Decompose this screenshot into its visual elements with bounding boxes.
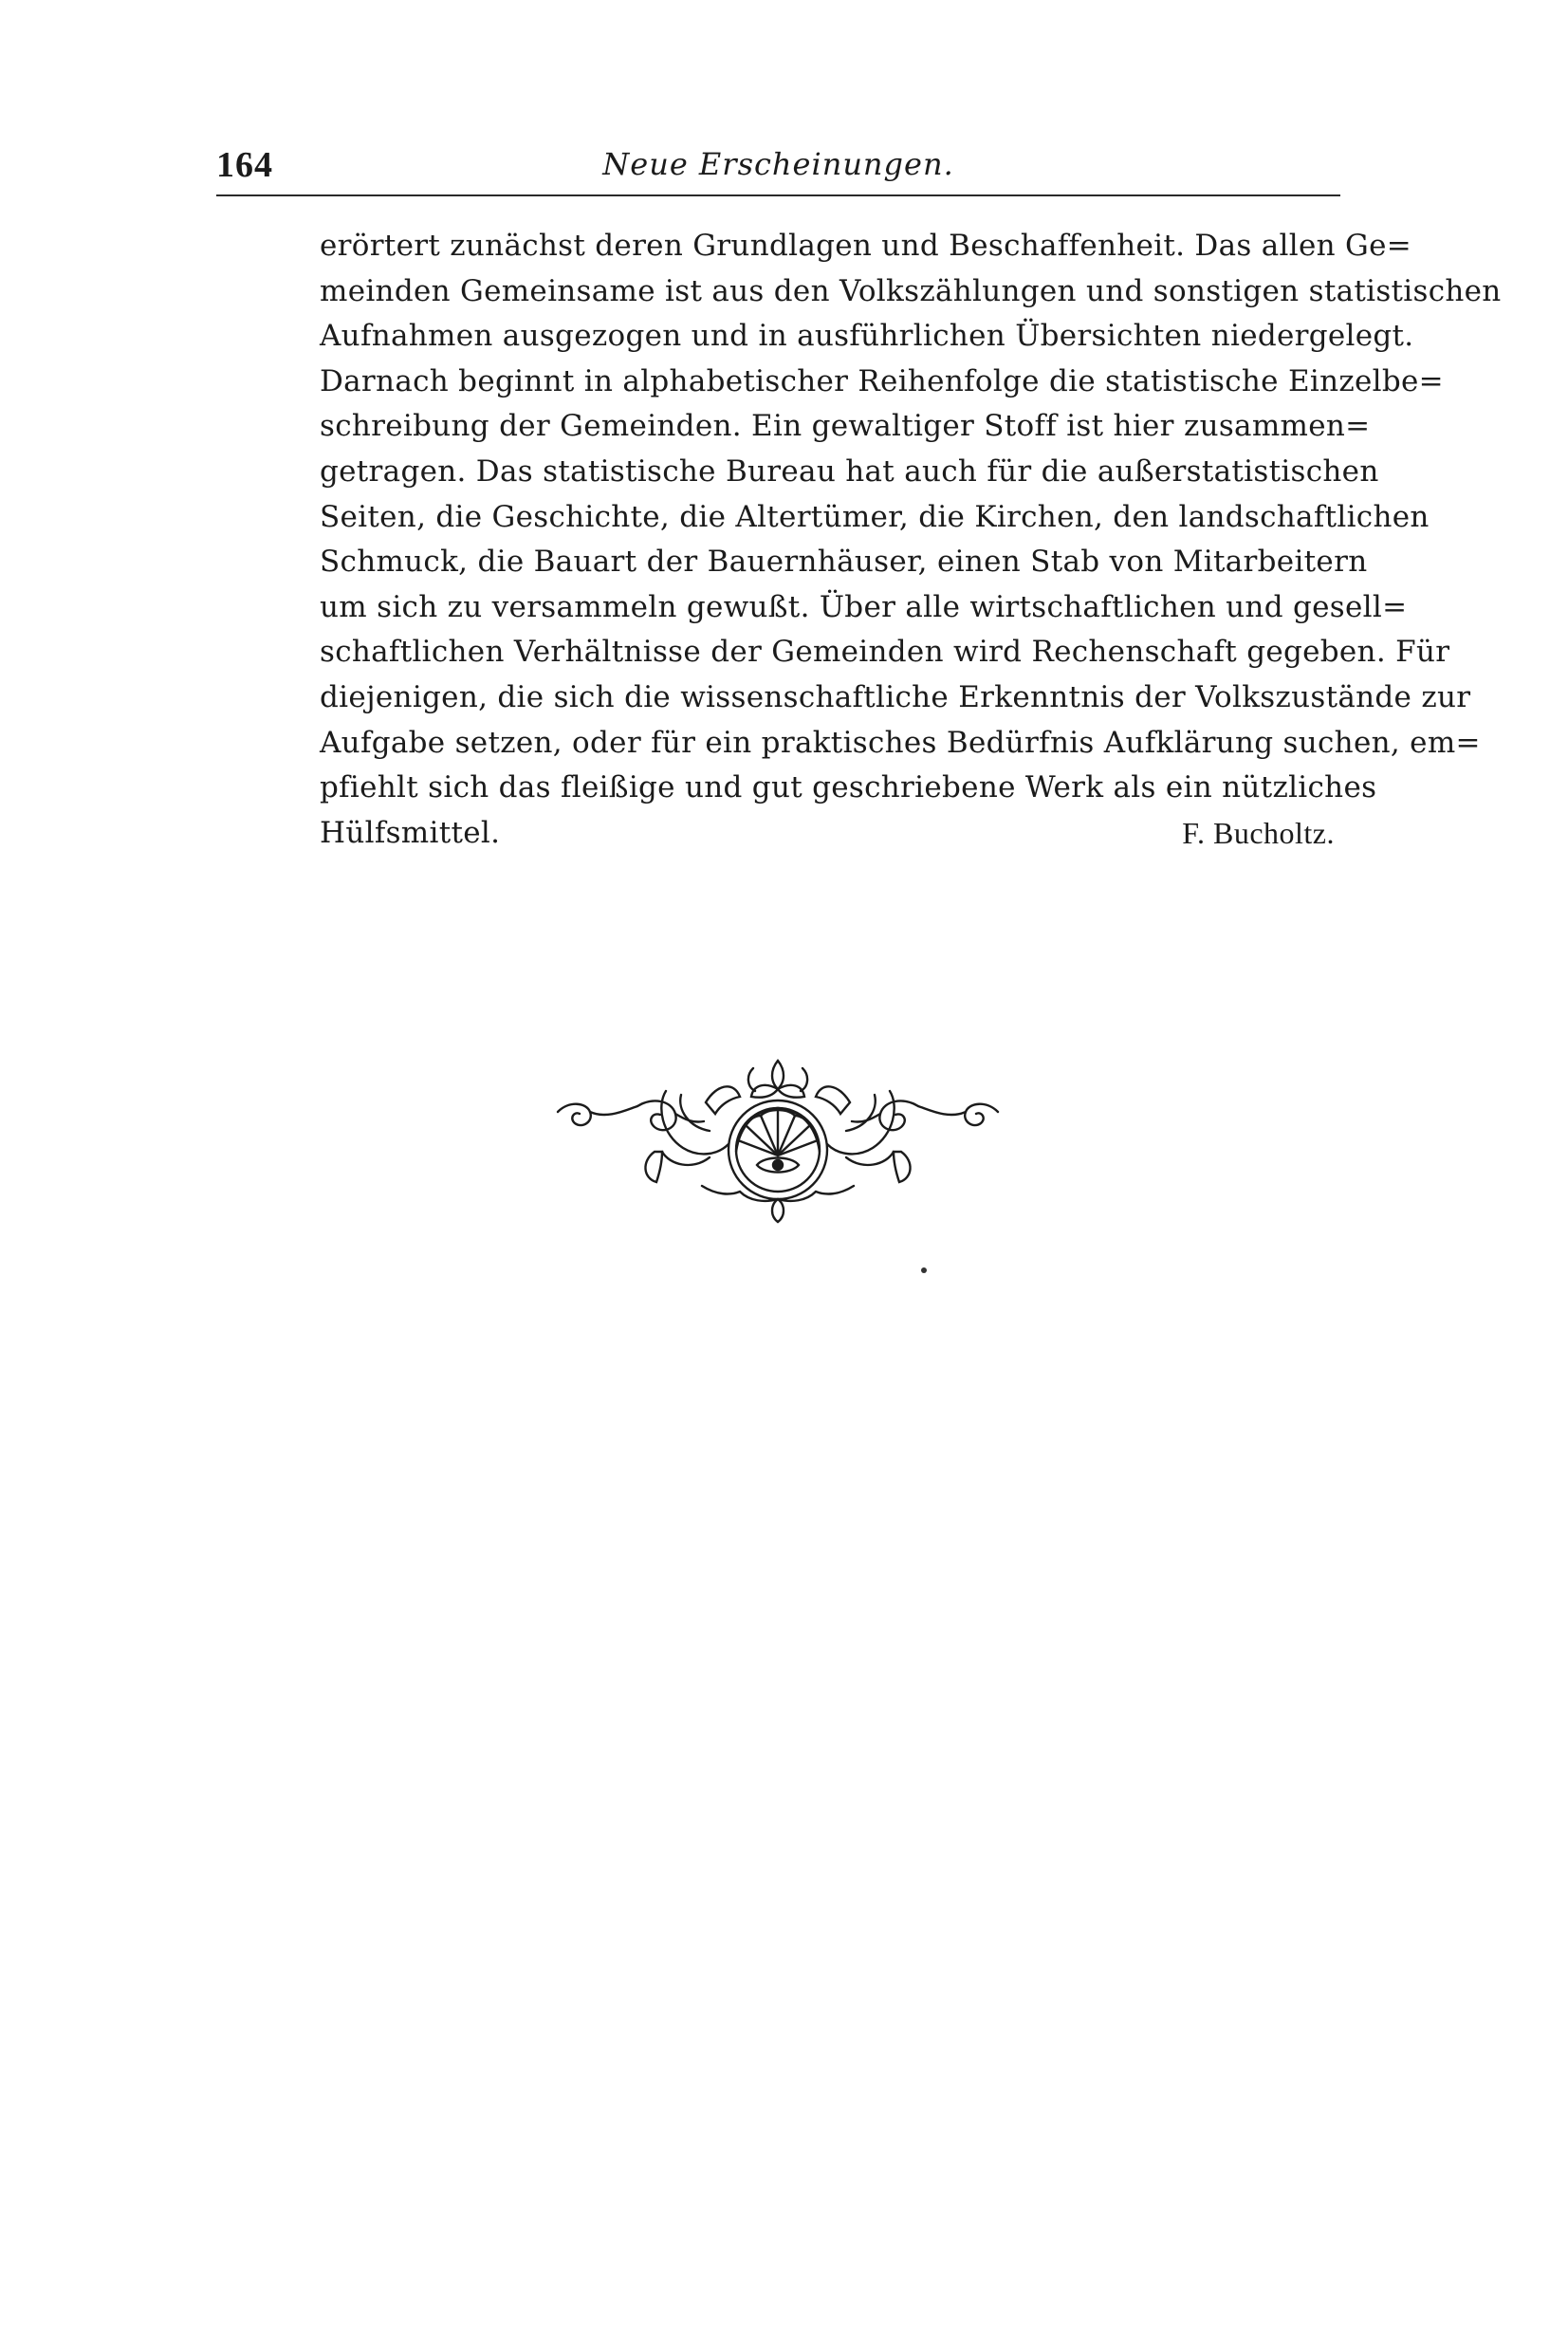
text-line: Aufnahmen ausgezogen und in ausführlichen Übersichten niedergelegt.: [320, 319, 1414, 354]
text-line: Aufgabe setzen, oder für ein praktisches Bedürfnis Aufklärung suchen, em=: [320, 725, 1481, 760]
text-line: Seiten, die Geschichte, die Altertümer, die Kirchen, den landschaftlichen: [320, 499, 1430, 534]
header-rule: [216, 194, 1340, 196]
text-line: schaftlichen Verhältnisse der Gemeinden wird Rechenschaft gegeben. Für: [320, 635, 1450, 670]
page-number: 164: [216, 145, 273, 185]
floral-vignette-icon: [550, 1053, 1005, 1224]
closing-word: Hülfsmittel.: [320, 815, 501, 850]
text-line: diejenigen, die sich die wissenschaftliche Erkenntnis der Volkszustände zur: [320, 679, 1471, 714]
text-line: meinden Gemeinsame ist aus den Volkszählungen und sonstigen statistischen: [320, 273, 1502, 308]
text-line-last: [320, 811, 1337, 857]
text-line: erörtert zunächst deren Grundlagen und Beschaffenheit. Das allen Ge=: [320, 229, 1411, 263]
print-speck: [921, 1267, 927, 1273]
text-line: Schmuck, die Bauart der Bauernhäuser, einen Stab von Mitarbeitern: [320, 545, 1368, 580]
text-line: pfiehlt sich das fleißige und gut geschriebene Werk als ein nützliches: [320, 770, 1377, 805]
text-line: getragen. Das statistische Bureau hat auch für die außerstatistischen: [320, 453, 1379, 489]
text-line: schreibung der Gemeinden. Ein gewaltiger Stoff ist hier zusammen=: [320, 409, 1371, 444]
text-line: Darnach beginnt in alphabetischer Reihenfolge die statistische Einzelbe=: [320, 363, 1444, 398]
text-line: um sich zu versammeln gewußt. Über alle wirtschaftlichen und gesell=: [320, 589, 1408, 624]
page-header: [216, 140, 1340, 194]
body-paragraph: [320, 224, 1502, 856]
author-signature: F. Bucholtz.: [1182, 815, 1335, 850]
running-head: Neue Erscheinungen.: [602, 146, 954, 182]
